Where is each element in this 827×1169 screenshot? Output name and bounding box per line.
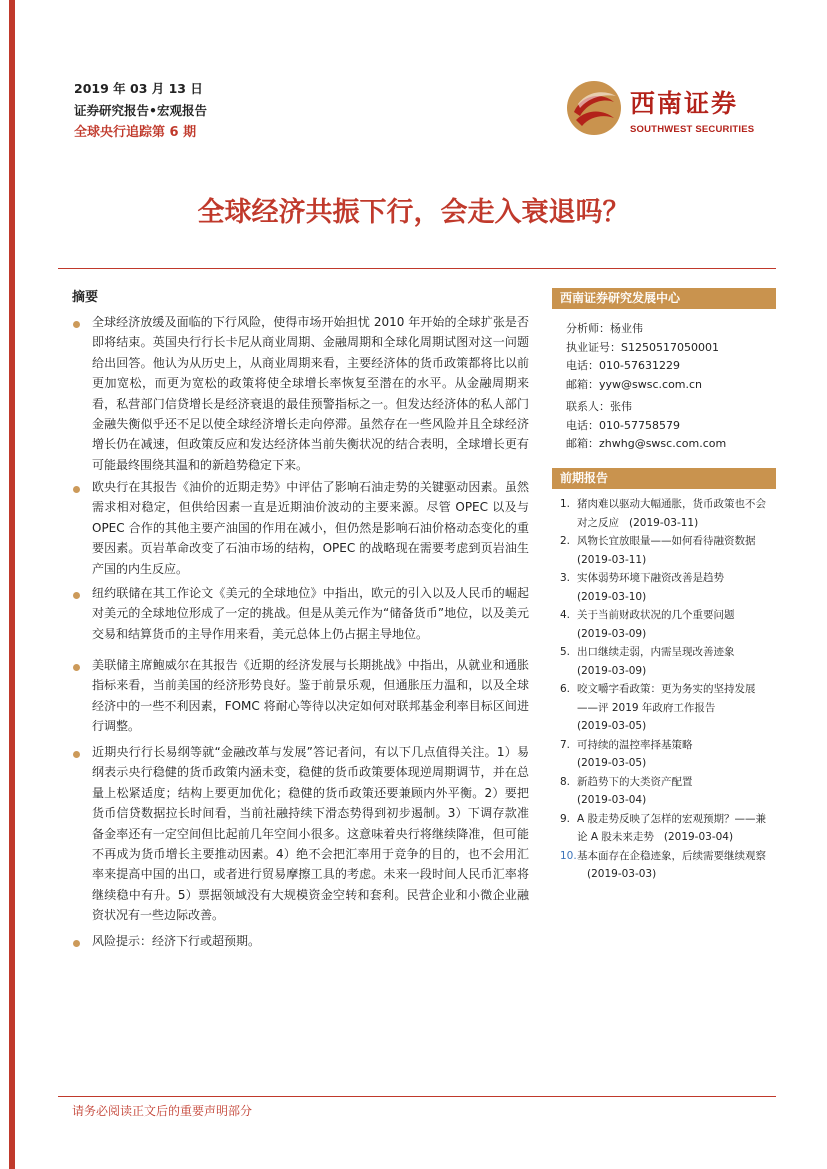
report-title-link[interactable]: 出口继续走弱，内需呈现改善迹象 xyxy=(577,646,735,658)
report-number: 10. xyxy=(560,849,577,862)
report-item[interactable] xyxy=(560,606,770,643)
report-date: (2019-03-03) xyxy=(587,868,657,880)
report-title-link[interactable]: A 股走势反映了怎样的宏观预期？——兼论 A 股未来走势 xyxy=(577,812,767,843)
logo-name-en: SOUTHWEST SECURITIES xyxy=(630,124,755,135)
report-number: 5. xyxy=(560,646,571,658)
report-item[interactable] xyxy=(560,736,770,773)
report-date: (2019-03-04) xyxy=(663,831,734,843)
report-title-link[interactable]: 可持续的温控率择基策略 xyxy=(577,738,693,751)
cert-label: 执业证号： xyxy=(566,340,621,354)
analyst-info xyxy=(566,320,719,394)
email-label: 邮箱： xyxy=(566,377,599,391)
bullet-marker xyxy=(73,664,80,671)
report-item[interactable] xyxy=(560,532,770,569)
analyst-email[interactable]: yyw@swsc.com.cn xyxy=(599,377,703,391)
report-title-link[interactable]: 新趋势下的大类资产配置 xyxy=(577,775,693,788)
report-number: 2. xyxy=(560,535,571,547)
report-number: 4. xyxy=(560,609,571,621)
bottom-divider xyxy=(58,1096,776,1097)
report-item[interactable] xyxy=(560,810,770,847)
report-date: (2019-03-09) xyxy=(577,664,647,677)
report-date: (2019-03-09) xyxy=(577,627,647,640)
report-date: (2019-03-11) xyxy=(577,553,647,566)
report-date: (2019-03-11) xyxy=(629,516,699,529)
institute-bar: 西南证券研究发展中心 xyxy=(552,288,776,309)
analyst-phone: 010-57631229 xyxy=(599,359,680,372)
bullet-marker xyxy=(73,321,80,328)
left-accent-bar xyxy=(9,0,15,1169)
phone-label: 电话： xyxy=(566,359,599,372)
report-number: 8. xyxy=(560,775,571,788)
report-number: 9. xyxy=(560,812,571,825)
phone-label: 电话： xyxy=(566,418,599,432)
report-title-link[interactable]: 猪肉难以驱动大幅通胀，货币政策也不会对之反应 xyxy=(577,498,766,529)
report-header xyxy=(74,78,207,144)
report-date: (2019-03-05) xyxy=(577,720,647,732)
email-label: 邮箱： xyxy=(566,437,599,450)
report-item[interactable] xyxy=(560,643,770,680)
analyst-label: 分析师： xyxy=(566,322,610,335)
bullet-marker xyxy=(73,592,80,599)
report-number: 6. xyxy=(560,683,571,695)
report-number: 7. xyxy=(560,738,571,751)
summary-paragraph: 美联储主席鲍威尔在其报告《近期的经济发展与长期挑战》中指出，从就业和通胀指标来看，当前美国的经济形势良好。鉴于前景乐观，但通胀压力温和，以及全球经济中的一些不利因素，FOMC 将耐心等待以决定如何对联邦基金利率目标区间进行调整。 xyxy=(92,658,529,734)
contact-phone: 010-57758579 xyxy=(599,418,680,432)
report-date: (2019-03-05) xyxy=(577,757,647,769)
company-logo xyxy=(566,80,766,146)
report-number: 3. xyxy=(560,572,571,584)
report-title-link[interactable]: 关于当前财政状况的几个重要问题 xyxy=(577,609,735,621)
top-divider xyxy=(58,268,776,269)
summary-heading: 摘要 xyxy=(72,290,99,305)
report-title-link[interactable]: 基本面存在企稳迹象，后续需要继续观察 xyxy=(577,849,766,862)
report-title: 全球经济共振下行，会走入衰退吗？ xyxy=(197,197,630,228)
report-title-link[interactable]: 实体弱势环境下融资改善是趋势 xyxy=(577,572,724,584)
disclaimer-footer: 请务必阅读正文后的重要声明部分 xyxy=(72,1104,253,1118)
previous-reports-list xyxy=(560,495,770,884)
report-number: 1. xyxy=(560,498,571,510)
report-series: 全球央行追踪第 6 期 xyxy=(74,125,197,140)
summary-paragraph: 全球经济放缓及面临的下行风险，使得市场开始担忧 2010 年开始的全球扩张是否即将结束。英国央行行长卡尼从商业周期、金融周期和全球化周期试图对这一问题给出回答。他认为从历史上，从商业周期来看，主要经济体的货币政策都将比以前更加宽松，而更为宽松的政策将使全球增长率恢复至潜在的水平。从金融周期来看，私营部门信贷增长是经济衰退的最佳预警指标之一。但发达经济体的私人部门金融失衡似乎还不足以使全球经济增长走向停滞。虽然存在一些风险并且全球经济增长仍在减速，但政策反应和发达经济体当前失衡状况的结合表明，全球增长更有可能最终围绕其温和的新趋势稳定下来。 xyxy=(92,315,529,472)
bullet-marker xyxy=(73,486,80,493)
logo-name-cn: 西南证券 xyxy=(630,89,739,118)
risk-warning: 风险提示：经济下行或超预期。 xyxy=(92,934,261,948)
bullet-marker xyxy=(73,940,80,947)
contact-info xyxy=(566,398,726,454)
cert-number: S1250517050001 xyxy=(621,340,719,354)
logo-mark-icon xyxy=(566,80,622,136)
bullet-marker xyxy=(73,751,80,758)
report-title-link[interactable]: 咬文嚼字看政策：更为务实的坚持发展——评 2019 年政府工作报告 xyxy=(577,683,756,714)
report-item[interactable] xyxy=(560,495,770,532)
contact-email[interactable]: zhwhg@swsc.com.com xyxy=(599,437,727,450)
contact-label: 联系人： xyxy=(566,400,610,413)
previous-reports-bar: 前期报告 xyxy=(552,468,776,489)
report-item[interactable] xyxy=(560,569,770,606)
report-item[interactable] xyxy=(560,847,770,884)
summary-paragraph: 纽约联储在其工作论文《美元的全球地位》中指出，欧元的引入以及人民币的崛起对美元的全球地位形成了一定的挑战。但是从美元作为“储备货币”地位，以及美元交易和结算货币的主导作用来看，美元总体上仍占据主导地位。 xyxy=(92,586,529,641)
report-item[interactable] xyxy=(560,680,770,736)
report-category: 证券研究报告•宏观报告 xyxy=(74,103,207,118)
report-date: (2019-03-04) xyxy=(577,794,647,806)
analyst-name: 杨业伟 xyxy=(610,322,643,335)
summary-paragraph: 欧央行在其报告《油价的近期走势》中评估了影响石油走势的关键驱动因素。虽然需求相对稳定，但供给因素一直是近期油价波动的主要来源。尽管 OPEC 以及与 OPEC 合作的其他主要产油国的作用在减小，但仍然是影响石油价格动态变化的重要因素。页岩革命改变了石油市场的结构，OPEC 的战略现在需要考虑到页岩油生产国的内生反应。 xyxy=(92,480,529,576)
report-date: 2019 年 03 月 13 日 xyxy=(74,81,203,96)
summary-paragraph: 近期央行行长易纲等就“金融改革与发展”答记者问，有以下几点值得关注。1）易纲表示央行稳健的货币政策内涵未变，稳健的货币政策要体现逆周期调节，并在总量上松紧适度；结构上要更加优化；稳健的货币政策还要兼顾内外平衡。2）要把货币信贷数据拉长时间看，当前社融持续下滑态势得到初步遏制。3）下调存款准备金率还有一定空间但比起前几年空间小很多。这意味着央行将继续降准，但可能不再成为货币增长主要推动因素。4）绝不会把汇率用于竞争的目的，也不会用汇率来提高中国的出口，或者进行贸易摩擦工具的考虑。未来一段时间人民币汇率将继续稳中有升。5）票据领域没有大规模资金空转和套利。民营企业和小微企业融资状况有一些边际改善。 xyxy=(92,745,529,923)
contact-name: 张伟 xyxy=(610,400,632,413)
report-date: (2019-03-10) xyxy=(577,590,647,603)
report-item[interactable] xyxy=(560,773,770,810)
report-title-link[interactable]: 风物长宜放眼量——如何看待融资数据 xyxy=(577,535,756,547)
